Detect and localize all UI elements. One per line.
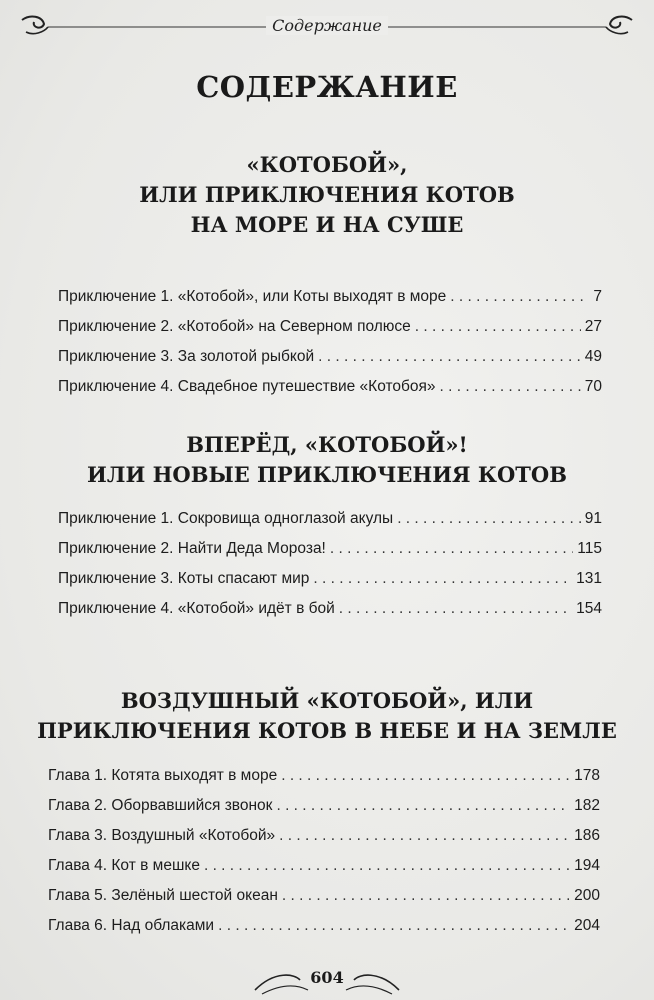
dot-leader bbox=[218, 917, 570, 935]
toc-entry-page: 91 bbox=[584, 510, 602, 527]
toc-entry-page: 200 bbox=[574, 887, 600, 904]
toc-entry-page: 178 bbox=[574, 767, 600, 784]
toc-entry-label: Приключение 2. «Котобой» на Северном полюсе bbox=[58, 318, 411, 335]
toc-entry-label: Глава 4. Кот в мешке bbox=[48, 857, 200, 874]
page-title: СОДЕРЖАНИЕ bbox=[196, 70, 458, 104]
toc-entry[interactable] bbox=[48, 887, 600, 909]
toc-entry-label: Приключение 4. Свадебное путешествие «Котобоя» bbox=[58, 378, 436, 395]
toc-entry[interactable] bbox=[58, 288, 602, 310]
toc-entry-page: 154 bbox=[576, 600, 602, 617]
toc-entry-label: Приключение 3. За золотой рыбкой bbox=[58, 348, 315, 365]
dot-leader bbox=[397, 510, 581, 528]
toc-entry[interactable] bbox=[58, 600, 602, 622]
toc-entry[interactable] bbox=[48, 767, 600, 789]
section-title-line: «КОТОБОЙ», bbox=[246, 152, 408, 177]
toc-entry[interactable] bbox=[48, 917, 600, 939]
toc-entry-page: 204 bbox=[574, 917, 600, 934]
dot-leader bbox=[204, 857, 570, 875]
toc-entry[interactable] bbox=[58, 378, 602, 400]
toc-entry-label: Глава 1. Котята выходят в море bbox=[48, 767, 278, 784]
toc-entry[interactable] bbox=[58, 318, 602, 340]
dot-leader bbox=[276, 797, 570, 815]
toc-entry[interactable] bbox=[58, 540, 602, 562]
toc-entry[interactable] bbox=[58, 510, 602, 532]
dot-leader bbox=[282, 887, 570, 905]
section-title-line: ВПЕРЁД, «КОТОБОЙ»! bbox=[186, 432, 468, 457]
toc-entry-label: Приключение 2. Найти Деда Мороза! bbox=[58, 540, 326, 557]
toc-entry-label: Приключение 1. Сокровища одноглазой акулы bbox=[58, 510, 394, 527]
dot-leader bbox=[415, 318, 581, 336]
dot-leader bbox=[281, 767, 570, 785]
toc-entry-label: Глава 6. Над облаками bbox=[48, 917, 215, 934]
running-head bbox=[20, 10, 634, 42]
toc-entry-page: 49 bbox=[584, 348, 602, 365]
toc-entry-page: 115 bbox=[577, 540, 602, 557]
toc-entry-label: Глава 3. Воздушный «Котобой» bbox=[48, 827, 276, 844]
dot-leader bbox=[450, 288, 589, 306]
toc-entry-page: 7 bbox=[593, 288, 602, 305]
toc-entry-page: 186 bbox=[574, 827, 600, 844]
section-title-line: ВОЗДУШНЫЙ «КОТОБОЙ», ИЛИ bbox=[120, 688, 534, 713]
toc-entry[interactable] bbox=[48, 857, 600, 879]
toc-entry[interactable] bbox=[48, 797, 600, 819]
toc-entry-page: 27 bbox=[584, 318, 602, 335]
page-number: 604 bbox=[310, 968, 344, 987]
section-title-line: ИЛИ НОВЫЕ ПРИКЛЮЧЕНИЯ КОТОВ bbox=[87, 462, 567, 487]
toc-entry-label: Приключение 1. «Котобой», или Коты выходят в море bbox=[58, 288, 447, 305]
dot-leader bbox=[339, 600, 572, 618]
section-title-3 bbox=[0, 686, 654, 746]
toc-entry-label: Глава 2. Оборвавшийся звонок bbox=[48, 797, 273, 814]
section-title-line: ПРИКЛЮЧЕНИЯ КОТОВ В НЕБЕ И НА ЗЕМЛЕ bbox=[37, 718, 617, 743]
running-head-text: Содержание bbox=[266, 16, 388, 35]
toc-entry-page: 131 bbox=[576, 570, 602, 587]
dot-leader bbox=[313, 570, 572, 588]
section-title-line: НА МОРЕ И НА СУШЕ bbox=[190, 212, 464, 237]
section-title-2 bbox=[0, 430, 654, 490]
dot-leader bbox=[318, 348, 581, 366]
dot-leader bbox=[330, 540, 573, 558]
toc-entry[interactable] bbox=[48, 827, 600, 849]
toc-entry-label: Приключение 4. «Котобой» идёт в бой bbox=[58, 600, 335, 617]
toc-entry-page: 70 bbox=[584, 378, 602, 395]
dot-leader bbox=[279, 827, 570, 845]
toc-entry-page: 194 bbox=[574, 857, 600, 874]
toc-entry-page: 182 bbox=[574, 797, 600, 814]
dot-leader bbox=[440, 378, 581, 396]
toc-entry[interactable] bbox=[58, 570, 602, 592]
toc-entry-label: Глава 5. Зелёный шестой океан bbox=[48, 887, 278, 904]
section-title-line: ИЛИ ПРИКЛЮЧЕНИЯ КОТОВ bbox=[139, 182, 515, 207]
toc-entry-label: Приключение 3. Коты спасают мир bbox=[58, 570, 310, 587]
page-footer bbox=[0, 960, 654, 1000]
toc-entry[interactable] bbox=[58, 348, 602, 370]
section-title-1 bbox=[0, 150, 654, 240]
